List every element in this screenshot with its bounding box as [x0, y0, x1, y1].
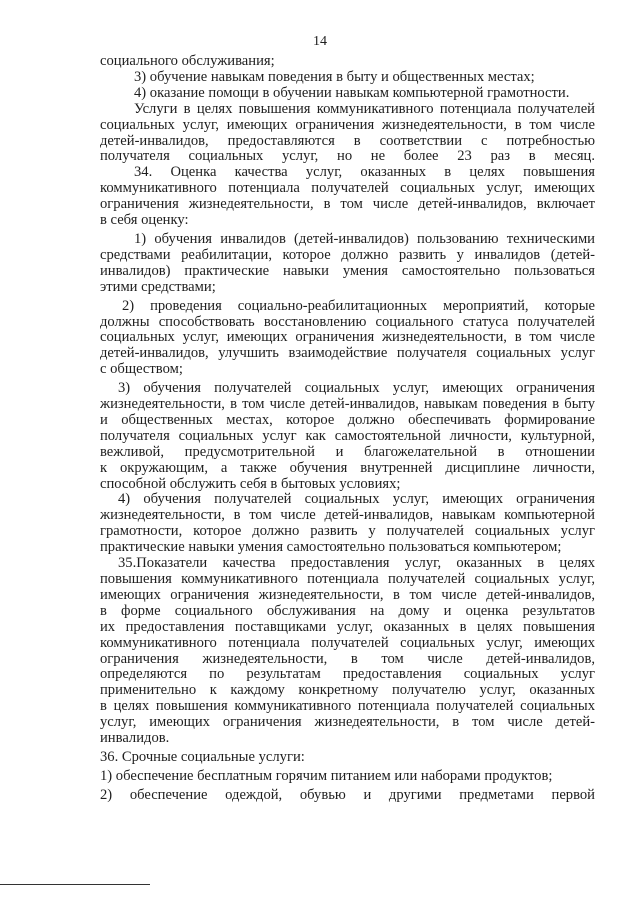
text-line: практические навыки умения самостоятельно пользоваться компьютером;	[100, 540, 562, 556]
text-line: инвалидов) практические навыки умения самостоятельно пользоваться	[100, 263, 595, 279]
text-line: услуг, имеющих ограничения жизнедеятельности, в том числе детей-	[100, 715, 595, 731]
text-line: 2) проведения социально-реабилитационных мероприятий, которые	[122, 298, 595, 314]
text-line: определяются по результатам предоставления социальных услуг	[100, 667, 595, 683]
text-line: 35.Показатели качества предоставления услуг, оказанных в целях	[118, 556, 595, 572]
text-line: коммуникативного потенциала получателей социальных услуг, имеющих	[100, 181, 595, 197]
footer-rule	[0, 884, 150, 885]
text-line: Услуги в целях повышения коммуникативного потенциала получателей	[134, 101, 595, 117]
text-line: ограничения жизнедеятельности, в том числе детей-инвалидов,	[100, 651, 595, 667]
text-line: получателя социальных услуг как самостоятельной личности, культурной,	[100, 428, 595, 444]
document-body	[100, 54, 595, 804]
text-line: 3) обучения получателей социальных услуг, имеющих ограничения	[118, 381, 595, 397]
text-line: повышения коммуникативного потенциала получателей социальных услуг,	[100, 572, 595, 587]
text-line: 2) обеспечение одеждой, обувью и другими предметами первой	[100, 787, 595, 803]
text-line: должны способствовать восстановлению социального статуса получателей	[100, 314, 595, 330]
page-number: 14	[313, 34, 327, 49]
text-line: к окружающим, а также обучения внутренней дисциплине личности,	[100, 460, 595, 476]
text-line: жизнедеятельности, в том числе детей-инвалидов, навыкам поведения в быту	[100, 397, 595, 413]
text-line: вежливой, предусмотрительной и благожелательной в отношении	[100, 444, 595, 460]
text-line: в себя оценку:	[100, 213, 189, 229]
text-line: и общественных местах, которое должно обеспечивать формирование	[100, 412, 595, 428]
text-line: 34. Оценка качества услуг, оказанных в целях повышения	[134, 165, 595, 181]
text-line: получателя социальных услуг, но не более 23 раз в месяц.	[100, 149, 595, 165]
text-line: способной обслужить себя в бытовых условиях;	[100, 476, 401, 492]
text-line: применительно к каждому конкретному получателю услуг, оказанных	[100, 683, 595, 699]
text-line: 36. Срочные социальные услуги:	[100, 749, 305, 765]
text-line: имеющих ограничения жизнедеятельности, в том числе детей-инвалидов,	[100, 587, 595, 603]
text-line: социальных услуг, имеющих ограничения жизнедеятельности, в том числе	[100, 117, 595, 133]
text-line: детей-инвалидов, улучшить взаимодействие получателя социальных услуг	[100, 346, 595, 362]
text-line: детей-инвалидов, предоставляются в соответствии с потребностью	[100, 133, 595, 149]
text-line: 1) обеспечение бесплатным горячим питанием или наборами продуктов;	[100, 768, 553, 784]
text-line: их предоставления поставщиками услуг, оказанных в целях повышения	[100, 619, 595, 635]
text-line: жизнедеятельности, в том числе детей-инвалидов, навыкам компьютерной	[100, 508, 595, 524]
text-line: этими средствами;	[100, 279, 216, 295]
text-line: коммуникативного потенциала получателей социальных услуг, имеющих	[100, 635, 595, 651]
text-line: ограничения жизнедеятельности, в том числе детей-инвалидов, включает	[100, 197, 595, 213]
text-line: 1) обучения инвалидов (детей-инвалидов) пользованию техническими	[134, 231, 595, 247]
text-line: инвалидов.	[100, 731, 170, 747]
text-line: в форме социального обслуживания на дому и оценка результатов	[100, 603, 595, 619]
text-line: грамотности, которое должно развить у получателей социальных услуг	[100, 524, 595, 540]
text-line: 4) оказание помощи в обучении навыкам компьютерной грамотности.	[134, 85, 570, 101]
text-line: 3) обучение навыкам поведения в быту и общественных местах;	[134, 69, 535, 85]
text-line: 4) обучения получателей социальных услуг, имеющих ограничения	[118, 492, 595, 508]
text-line: в целях повышения коммуникативного потенциала получателей социальных	[100, 699, 595, 715]
text-line: социального обслуживания;	[100, 54, 275, 69]
text-line: средствами реабилитации, которое должно развить у инвалидов (детей-	[100, 247, 595, 263]
text-line: социальных услуг, имеющих ограничения жизнедеятельности, в том числе	[100, 330, 595, 346]
text-line: с обществом;	[100, 362, 183, 378]
